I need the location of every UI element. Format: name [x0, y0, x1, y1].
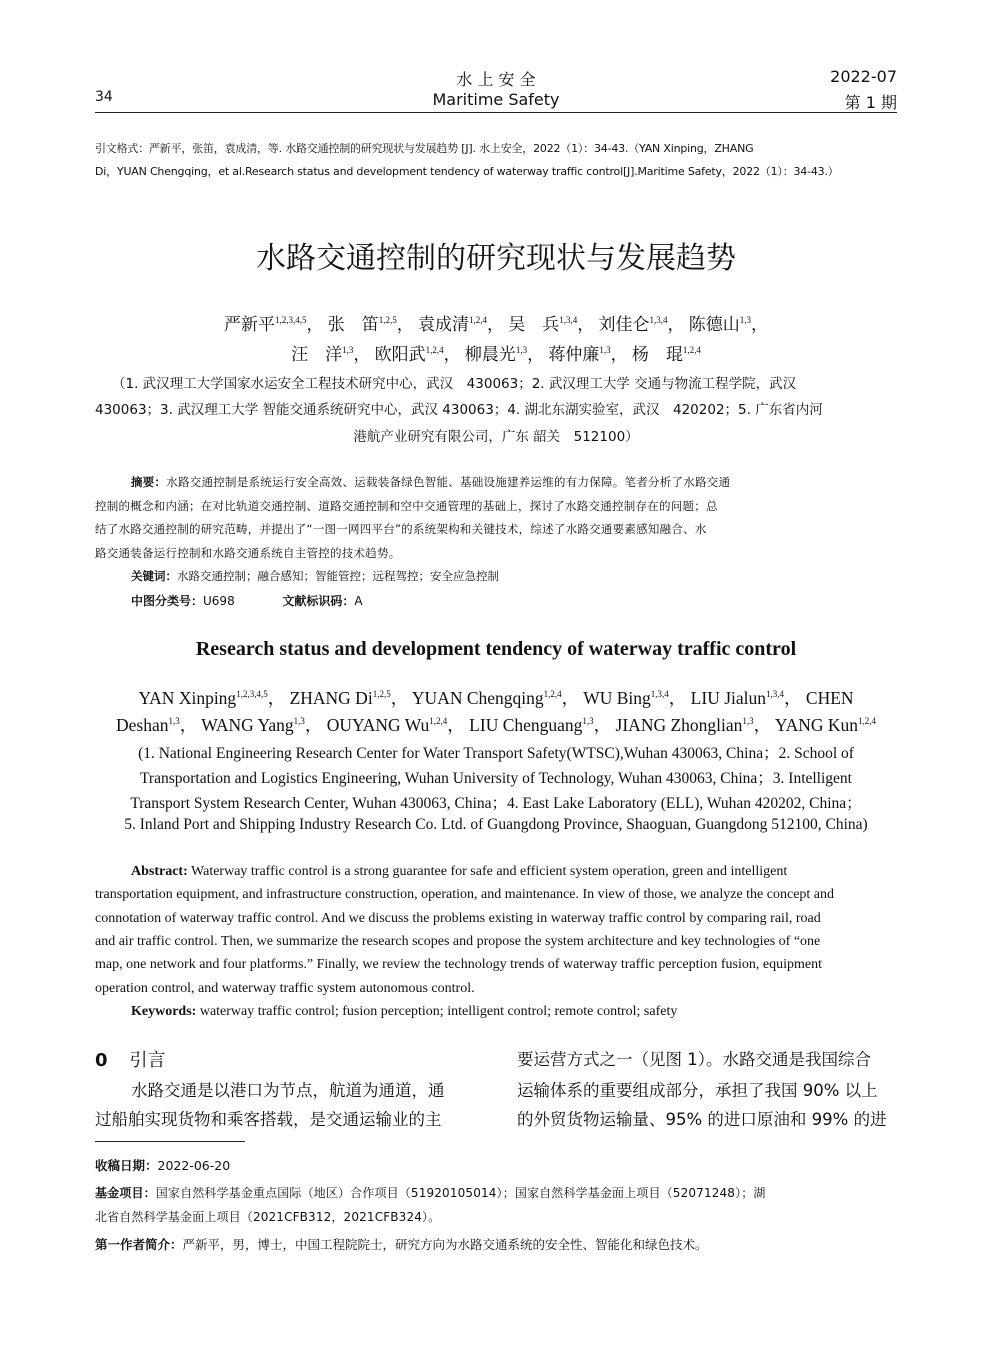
page-number: 34	[95, 89, 113, 105]
footnote-rule	[95, 1141, 245, 1142]
footnote-fund-line-1: 基金项目：国家自然科学基金重点国际（地区）合作项目（51920105014）；国家自然科学基金面上项目（52071248）；湖	[95, 1186, 766, 1200]
header-rule	[95, 112, 897, 113]
author-en: LIU Chenguang$^{1,3}$	[469, 715, 594, 735]
author-cn: 陈德山$^{1,3}$	[688, 315, 751, 334]
issue-year: 2022-07	[830, 67, 897, 86]
keywords-cn: 关键词：水路交通控制；融合感知；智能管控；远程驾控；安全应急控制	[131, 569, 499, 583]
author-cn: 吴 兵$^{1,3,4}$	[508, 315, 578, 334]
body-left-line-2: 过船舶实现货物和乘客搭载，是交通运输业的主	[95, 1110, 442, 1129]
abstract-en-line-3: connotation of waterway traffic control. And we discuss the problems existing in waterway traffic control by comparing rail, road	[95, 911, 821, 926]
author-cn: 袁成清$^{1,2,4}$	[418, 315, 487, 334]
affiliation-cn-line-2: 430063；3. 武汉理工大学 智能交通系统研究中心，武汉 430063；4. 湖北东湖实验室，武汉 420202；5. 广东省内河	[95, 402, 823, 418]
author-en: LIU Jialun$^{1,3,4}$	[690, 688, 785, 708]
author-en: YANG Kun$^{1,2,4}$	[774, 715, 877, 735]
abstract-cn-line-4: 路交通装备运行控制和水路交通系统自主管控的技术趋势。	[95, 546, 401, 560]
issue-number: 第 1 期	[844, 93, 897, 112]
abstract-cn-line-1: 摘要：水路交通控制是系统运行安全高效、运载装备绿色智能、基础设施建养运维的有力保障。笔者分析了水路交通	[131, 475, 731, 489]
author-cn: 严新平$^{1,2,3,4,5}$	[224, 315, 307, 334]
author-cn: 张 笛$^{1,2,5}$	[327, 315, 397, 334]
author-en-tail: CHEN	[805, 688, 854, 708]
abstract-en-line-6: operation control, and waterway traffic system autonomous control.	[95, 981, 475, 996]
author-en: WU Bing$^{1,3,4}$	[583, 688, 669, 708]
author-cn: 欧阳武$^{1,2,4}$	[374, 345, 444, 364]
abstract-en-line-4: and air traffic control. Then, we summarize the research scopes and propose the system architecture and key technologies of “one	[95, 934, 821, 949]
footnote-fund-line-2: 北省自然科学基金面上项目（2021CFB312，2021CFB324）。	[95, 1210, 441, 1224]
title-en: Research status and development tendency of waterway traffic control	[195, 638, 797, 660]
affiliation-cn-line-3: 港航产业研究有限公司，广东 韶关 512100）	[353, 429, 639, 445]
abstract-en-line-5: map, one network and four platforms.” Finally, we review the technology trends of waterway traffic perception fusion, equipment	[95, 957, 822, 972]
author-cn: 刘佳仑$^{1,3,4}$	[598, 315, 668, 334]
body-right-line-3: 的外贸货物运输量、95% 的进口原油和 99% 的进	[517, 1110, 887, 1129]
footnote-first-author: 第一作者简介：严新平，男，博士，中国工程院院士，研究方向为水路交通系统的安全性、智能化和绿色技术。	[95, 1237, 708, 1252]
citation-line-1: 引文格式：严新平，张笛，袁成清，等. 水路交通控制的研究现状与发展趋势 [J]. 水上安全，2022（1）：34-43.（YAN Xinping，ZHANG	[95, 142, 754, 155]
authors-cn-line-2: 汪 洋$^{1,3}$， 欧阳武$^{1,2,4}$， 柳晨光$^{1,3}$， 蒋仲廉$^{1,3}$， 杨 琨$^{1,2,4}$	[291, 345, 701, 364]
author-en: Deshan$^{1,3}$	[115, 715, 180, 735]
keywords-cn-label: 关键词：	[131, 569, 177, 583]
section-heading: 0 引言	[95, 1050, 166, 1071]
citation-line-2: Di，YUAN Chengqing，et al.Research status and development tendency of waterway traffic control[J].Maritime Safety，2022（1）：34-43.）	[95, 165, 839, 178]
body-right-line-2: 运输体系的重要组成部分，承担了我国 90% 以上	[517, 1081, 878, 1100]
authors-en-line-1: YAN Xinping$^{1,2,3,4,5}$， ZHANG Di$^{1,2,5}$， YUAN Chengqing$^{1,2,4}$， WU Bing$^{1,3,4}$， LIU Jialun$^{1,3,4}$， CHEN	[138, 688, 854, 708]
footnote-received: 收稿日期：2022-06-20	[95, 1158, 231, 1173]
affiliation-en-line-4: 5. Inland Port and Shipping Industry Research Co. Ltd. of Guangdong Province, Shaoguan, Guangdong 512100, China)	[124, 816, 868, 833]
abstract-cn-line-3: 结了水路交通控制的研究范畴，并提出了“一图一网四平台”的系统架构和关键技术，综述了水路交通要素感知融合、水	[95, 522, 707, 536]
authors-en-line-2: Deshan$^{1,3}$， WANG Yang$^{1,3}$， OUYANG Wu$^{1,2,4}$， LIU Chenguang$^{1,3}$， JIANG Zhonglian$^{1,3}$， YANG Kun$^{1,2,4}$	[115, 715, 877, 735]
author-cn: 汪 洋$^{1,3}$	[291, 345, 354, 364]
affiliation-cn-line-1: （1. 武汉理工大学国家水运安全工程技术研究中心，武汉 430063；2. 武汉理工大学 交通与物流工程学院，武汉	[112, 376, 797, 392]
abstract-cn-line-2: 控制的概念和内涵；在对比轨道交通控制、道路交通控制和空中交通管理的基础上，探讨了水路交通控制存在的问题；总	[95, 499, 718, 513]
author-cn: 柳晨光$^{1,3}$	[464, 345, 528, 364]
classification-cn: 中图分类号：U698 文献标识码：A	[131, 594, 363, 608]
abstract-en-line-1: Abstract: Waterway traffic control is a strong guarantee for safe and efficient system operation, green and intelligent	[131, 864, 788, 879]
abstract-cn-label: 摘要：	[131, 475, 167, 489]
affiliation-en-line-1: (1. National Engineering Research Center for Water Transport Safety(WTSC),Wuhan 430063, China；2. School of	[138, 745, 854, 762]
author-cn: 杨 琨$^{1,2,4}$	[631, 345, 701, 364]
author-en: ZHANG Di$^{1,2,5}$	[289, 688, 391, 708]
author-en: WANG Yang$^{1,3}$	[201, 715, 305, 735]
journal-name-en: Maritime Safety	[432, 90, 560, 109]
keywords-en-label: Keywords:	[131, 1004, 197, 1019]
author-en: OUYANG Wu$^{1,2,4}$	[326, 715, 448, 735]
affiliation-en-line-3: Transport System Research Center, Wuhan 430063, China；4. East Lake Laboratory (ELL), Wuhan 420202, China；	[130, 795, 862, 812]
body-right-line-1: 要运营方式之一（见图 1）。水路交通是我国综合	[517, 1050, 871, 1069]
affiliation-en-line-2: Transportation and Logistics Engineering, Wuhan University of Technology, Wuhan 430063, China；3. Intelligent	[139, 770, 852, 787]
abstract-en-line-2: transportation equipment, and infrastructure construction, operation, and maintenance. In view of those, we analyze the concept and	[95, 887, 835, 902]
abstract-en-label: Abstract:	[131, 864, 188, 879]
journal-name-cn: 水 上 安 全	[456, 70, 536, 89]
authors-cn-line-1: 严新平$^{1,2,3,4,5}$， 张 笛$^{1,2,5}$， 袁成清$^{1,2,4}$， 吴 兵$^{1,3,4}$， 刘佳仑$^{1,3,4}$， 陈德山$^{1,3}$，	[224, 315, 768, 334]
keywords-en: Keywords: waterway traffic control; fusion perception; intelligent control; remote control; safety	[131, 1004, 678, 1019]
author-en: YAN Xinping$^{1,2,3,4,5}$	[138, 688, 268, 708]
body-left-line-1: 水路交通是以港口为节点，航道为通道，通	[131, 1081, 445, 1100]
author-en: YUAN Chengqing$^{1,2,4}$	[411, 688, 562, 708]
author-en: JIANG Zhonglian$^{1,3}$	[615, 715, 754, 735]
author-cn: 蒋仲廉$^{1,3}$	[548, 345, 611, 364]
title-cn: 水路交通控制的研究现状与发展趋势	[256, 241, 736, 276]
